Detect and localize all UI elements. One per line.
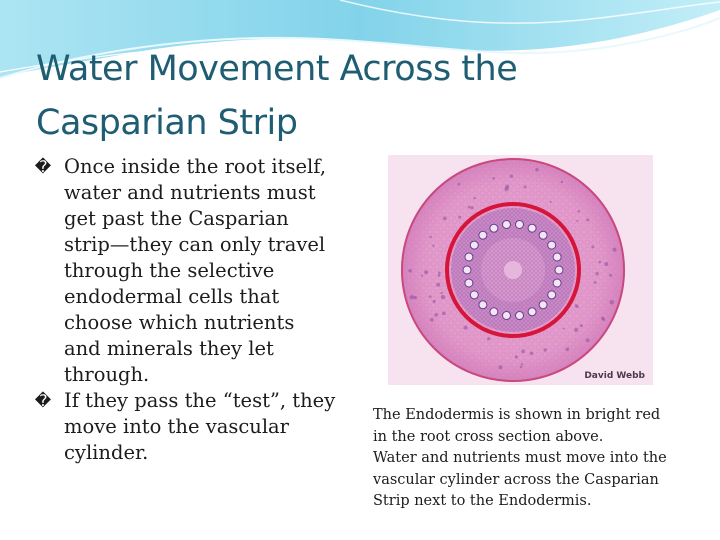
cortex-nucleus (566, 347, 570, 351)
xylem-vessel (539, 301, 547, 309)
bullet-marker-icon: � (34, 157, 52, 176)
cortex-nucleus (577, 210, 580, 213)
cortex-nucleus (436, 283, 440, 287)
cortex-nucleus (574, 328, 578, 332)
cortex-nucleus (591, 245, 594, 248)
bullet-item (32, 388, 362, 466)
cortex-nucleus (408, 269, 412, 273)
cortex-nucleus (550, 201, 552, 203)
xylem-vessel (465, 253, 473, 261)
cortex-nucleus (561, 181, 563, 183)
cortex-nucleus (521, 363, 523, 365)
cortex-nucleus (487, 337, 490, 340)
cortex-nucleus (433, 300, 436, 303)
title-line: Water Movement Across the (36, 49, 518, 89)
xylem-vessel (470, 291, 478, 299)
bullet-line: If they pass the “test”, they (64, 389, 336, 412)
bullet-line: choose which nutrients (64, 311, 295, 334)
bullet-line: through. (64, 363, 150, 386)
cortex-nucleus (441, 295, 445, 299)
bullet-line: and minerals they let (64, 337, 274, 360)
title-line: Casparian Strip (36, 103, 298, 143)
cortex-nucleus (468, 206, 471, 209)
bullet-line: cylinder. (64, 441, 149, 464)
image-credit: David Webb (584, 371, 645, 381)
root-cross-section-micrograph-icon (388, 155, 653, 385)
bullet-line: endodermal cells that (64, 285, 280, 308)
cortex-nucleus (429, 295, 432, 298)
cortex-nucleus (410, 295, 414, 299)
cortex-nucleus (535, 168, 538, 171)
caption-line: Strip next to the Endodermis. (373, 493, 592, 509)
cortex-nucleus (458, 183, 461, 186)
bullet-line: strip—they can only travel (64, 233, 326, 256)
xylem-vessel (555, 266, 563, 274)
xylem-vessel (516, 312, 524, 320)
cortex-nucleus (458, 216, 461, 219)
xylem-vessel (548, 291, 556, 299)
cortex-nucleus (609, 274, 612, 277)
caption-line: vascular cylinder across the Casparian (373, 471, 659, 488)
caption-line: Water and nutrients must move into the (373, 450, 667, 466)
slide-title (36, 42, 676, 150)
xylem-vessel (470, 241, 478, 249)
xylem-vessel (553, 279, 561, 287)
cortex-nucleus (604, 262, 608, 266)
bullet-list (32, 154, 362, 466)
cortex-nucleus (521, 350, 525, 354)
cortex-nucleus (580, 324, 583, 327)
bullet-line: get past the Casparian (64, 207, 289, 230)
cortex-nucleus (510, 175, 513, 178)
xylem-vessel (479, 301, 487, 309)
cortex-nucleus (499, 365, 503, 369)
cortex-nucleus (492, 177, 495, 180)
xylem-vessel (503, 312, 511, 320)
cortex-nucleus (576, 220, 578, 222)
xylem-vessel (490, 224, 498, 232)
cortex-nucleus (438, 274, 441, 277)
caption-line: in the root cross section above. (373, 428, 604, 445)
cortex-nucleus (473, 197, 475, 199)
cortex-nucleus (464, 326, 468, 330)
cortex-nucleus (594, 281, 597, 284)
xylem-vessel (465, 279, 473, 287)
cortex-nucleus (441, 292, 443, 294)
xylem-vessel (553, 253, 561, 261)
bullet-marker-icon: � (34, 391, 52, 410)
xylem-vessel (503, 221, 511, 229)
cortex-nucleus (520, 366, 522, 368)
cortex-nucleus (610, 300, 614, 304)
cortex-nucleus (470, 206, 473, 209)
bullet-line: move into the vascular (64, 415, 290, 438)
cortex-nucleus (596, 272, 599, 275)
cortex-nucleus (505, 185, 509, 189)
cortex-nucleus (443, 217, 447, 221)
cortex-nucleus (599, 261, 602, 264)
cortex-nucleus (442, 312, 446, 316)
bullet-line: water and nutrients must (64, 181, 316, 204)
cortex-nucleus (586, 339, 590, 343)
cortex-nucleus (563, 328, 565, 330)
cortex-nucleus (430, 236, 432, 238)
cortex-nucleus (576, 306, 578, 308)
xylem-vessel (490, 308, 498, 316)
image-caption (373, 405, 713, 513)
cortex-nucleus (586, 218, 589, 221)
xylem-vessel (463, 266, 471, 274)
cortex-nucleus (544, 348, 547, 351)
cortex-nucleus (430, 318, 434, 322)
xylem-vessel (516, 221, 524, 229)
xylem-vessel (528, 308, 536, 316)
cortex-nucleus (603, 318, 606, 321)
xylem-vessel (528, 224, 536, 232)
cortex-nucleus (524, 186, 527, 189)
cortex-nucleus (424, 270, 428, 274)
xylem-vessel (479, 231, 487, 239)
cortex-nucleus (435, 313, 439, 317)
bullet-line: through the selective (64, 259, 275, 282)
cortex-nucleus (421, 274, 423, 276)
cortex-nucleus (515, 355, 518, 358)
caption-line: The Endodermis is shown in bright red (373, 407, 661, 423)
bullet-item (32, 154, 362, 388)
xylem-vessel (548, 241, 556, 249)
root-cross-section-image (388, 155, 653, 385)
cortex-nucleus (530, 352, 534, 356)
cortex-nucleus (414, 296, 417, 299)
bullet-line: Once inside the root itself, (64, 155, 327, 178)
cortex-nucleus (438, 272, 441, 275)
cortex-nucleus (613, 248, 617, 252)
cortex-nucleus (432, 245, 434, 247)
xylem-vessel (539, 231, 547, 239)
